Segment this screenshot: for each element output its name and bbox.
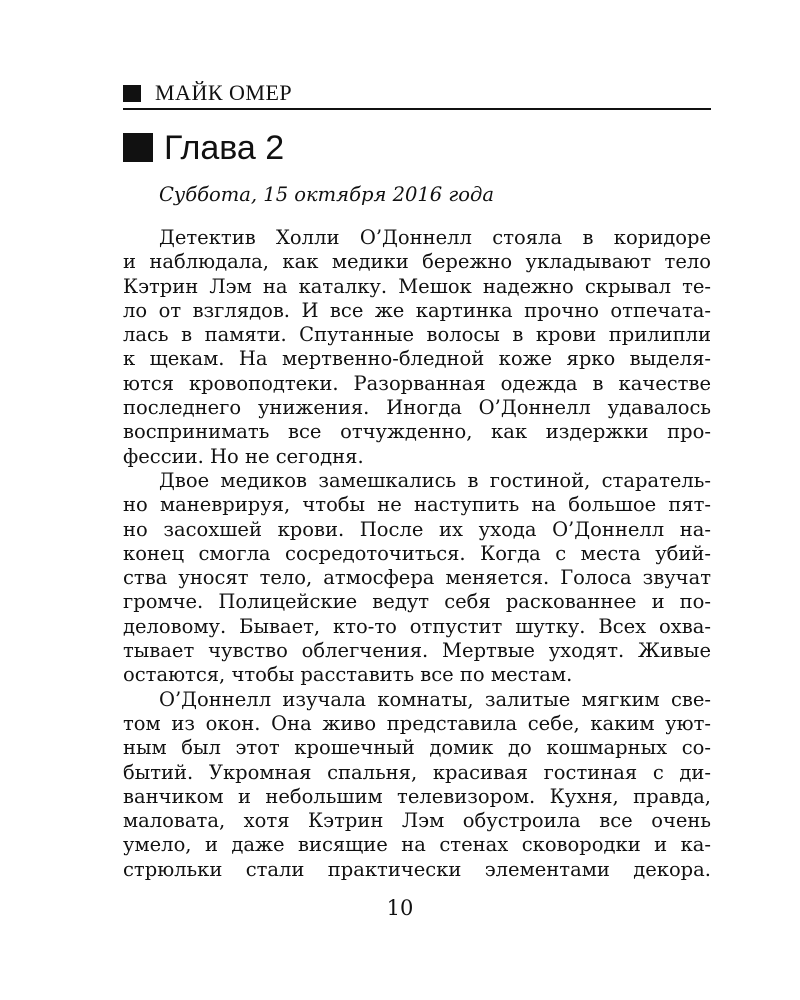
text-line: к щекам. На мертвенно-бледной коже ярко выделя- — [123, 347, 711, 371]
dateline: Суббота, 15 октября 2016 года — [159, 183, 494, 206]
text-line: но маневрируя, чтобы не наступить на большое пят- — [123, 493, 711, 517]
paragraph — [123, 226, 711, 469]
paragraph — [123, 469, 711, 688]
text-line: и наблюдала, как медики бережно укладывают тело — [123, 250, 711, 274]
text-line: маловата, хотя Кэтрин Лэм обустроила все очень — [123, 809, 711, 833]
text-line: бытий. Укромная спальня, красивая гостиная с ди- — [123, 760, 711, 784]
page-number: 10 — [386, 896, 414, 920]
text-line: деловому. Бывает, кто-то отпустит шутку. Всех охва- — [123, 614, 711, 638]
text-line: громче. Полицейские ведут себя раскованнее и по- — [123, 590, 711, 614]
text-line: ванчиком и небольшим телевизором. Кухня, правда, — [123, 784, 711, 808]
body-text — [123, 226, 711, 882]
paragraph — [123, 688, 711, 882]
text-line: Кэтрин Лэм на каталку. Мешок надежно скрывал те- — [123, 274, 711, 298]
text-line: лась в памяти. Спутанные волосы в крови прилипли — [123, 323, 711, 347]
text-line: Детектив Холли О’Доннелл стояла в коридоре — [159, 226, 711, 249]
text-line: тывает чувство облегчения. Мертвые уходят. Живые — [123, 639, 711, 663]
chapter-square-marker — [123, 133, 153, 162]
text-line: воспринимать все отчужденно, как издержки про- — [123, 420, 711, 444]
text-line: Двое медиков замешкались в гостиной, старатель- — [159, 468, 711, 492]
text-line: О’Доннелл изучала комнаты, залитые мягким све- — [159, 687, 711, 711]
running-head — [123, 80, 711, 110]
header-square-marker — [123, 85, 141, 102]
text-line: ства уносят тело, атмосфера меняется. Голоса звучат — [123, 566, 711, 590]
text-line: ло от взглядов. И все же картинка прочно отпечата- — [123, 298, 711, 322]
text-line: стрюльки стали практически элементами декора. — [123, 857, 711, 881]
text-line: конец смогла сосредоточиться. Когда с места убий- — [123, 541, 711, 565]
text-line: ным был этот крошечный домик до кошмарных со- — [123, 736, 711, 760]
text-line: фессии. Но не сегодня. — [123, 444, 364, 468]
text-line: остаются, чтобы расставить все по местам. — [123, 663, 573, 687]
text-line: том из окон. Она живо представила себе, каким уют- — [123, 711, 711, 735]
text-line: ются кровоподтеки. Разорванная одежда в качестве — [123, 371, 711, 395]
author-name: МАЙК ОМЕР — [155, 80, 293, 105]
chapter-title: Глава 2 — [164, 129, 285, 167]
text-line: последнего унижения. Иногда О’Доннелл удавалось — [123, 396, 711, 420]
text-line: умело, и даже висящие на стенах сковородки и ка- — [123, 833, 711, 857]
text-line: но засохшей крови. После их ухода О’Доннелл на- — [123, 517, 711, 541]
